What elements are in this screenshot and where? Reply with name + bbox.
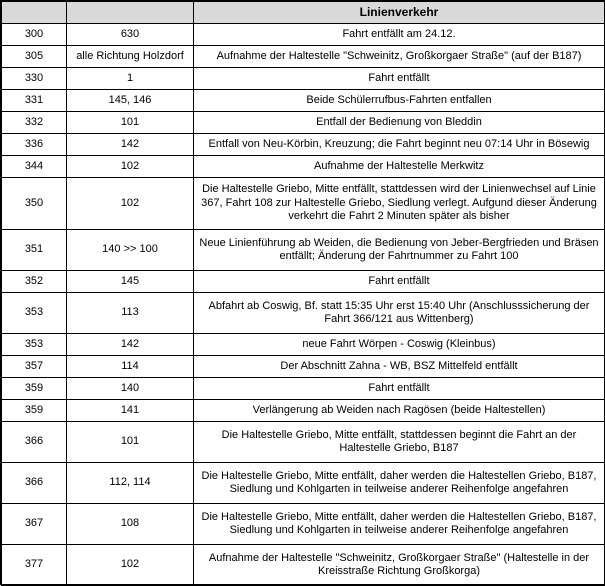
row-description-cell: neue Fahrt Wörpen - Coswig (Kleinbus) [194,334,605,356]
row-description-cell: Fahrt entfällt [194,68,605,90]
header-cell-linienverkehr: Linienverkehr [194,2,605,24]
header-cell-number [2,2,67,24]
row-description-cell: Aufnahme der Haltestelle "Schweinitz, Großkorgaer Straße" (auf der B187) [194,46,605,68]
row-description-cell: Aufnahme der Haltestelle Merkwitz [194,156,605,178]
row-number-cell: 359 [2,378,67,400]
row-lines-cell: alle Richtung Holzdorf [67,46,194,68]
row-number-cell: 344 [2,156,67,178]
table-row [2,112,605,134]
row-lines-cell: 140 >> 100 [67,230,194,271]
table-row [2,334,605,356]
row-lines-cell: 108 [67,504,194,545]
row-number-cell: 305 [2,46,67,68]
row-lines-cell: 113 [67,293,194,334]
row-number-cell: 330 [2,68,67,90]
row-number-cell: 357 [2,356,67,378]
table-row [2,356,605,378]
header-cell-lines [67,2,194,24]
row-description-cell: Fahrt entfällt [194,271,605,293]
row-description-cell: Die Haltestelle Griebo, Mitte entfällt, daher werden die Haltestellen Griebo, B187, Siedlung und Kohlgarten in teilweise anderer Reihenfolge angefahren [194,463,605,504]
row-number-cell: 352 [2,271,67,293]
row-description-cell: Fahrt entfällt [194,378,605,400]
row-description-cell: Fahrt entfällt am 24.12. [194,24,605,46]
row-lines-cell: 141 [67,400,194,422]
row-number-cell: 367 [2,504,67,545]
row-description-cell: Entfall von Neu-Körbin, Kreuzung; die Fahrt beginnt neu 07:14 Uhr in Bösewig [194,134,605,156]
table-row [2,134,605,156]
row-lines-cell: 114 [67,356,194,378]
row-number-cell: 377 [2,545,67,586]
row-lines-cell: 102 [67,545,194,586]
row-description-cell: Der Abschnitt Zahna - WB, BSZ Mittelfeld entfällt [194,356,605,378]
row-number-cell: 332 [2,112,67,134]
row-lines-cell: 145, 146 [67,90,194,112]
table-row [2,230,605,271]
table-header-row [2,2,605,24]
linienverkehr-table [1,1,605,586]
row-number-cell: 366 [2,463,67,504]
row-description-cell: Die Haltestelle Griebo, Mitte entfällt, stattdessen beginnt die Fahrt an der Haltestelle Griebo, B187 [194,422,605,463]
table-row [2,68,605,90]
row-lines-cell: 140 [67,378,194,400]
row-number-cell: 351 [2,230,67,271]
table-row [2,422,605,463]
table-row [2,271,605,293]
row-description-cell: Abfahrt ab Coswig, Bf. statt 15:35 Uhr erst 15:40 Uhr (Anschlusssicherung der Fahrt 366/121 aus Wittenberg) [194,293,605,334]
table-row [2,463,605,504]
row-description-cell: Beide Schülerrufbus-Fahrten entfallen [194,90,605,112]
table-row [2,400,605,422]
row-lines-cell: 102 [67,156,194,178]
row-number-cell: 336 [2,134,67,156]
table-row [2,504,605,545]
row-number-cell: 300 [2,24,67,46]
row-number-cell: 350 [2,178,67,230]
row-description-cell: Neue Linienführung ab Weiden, die Bedienung von Jeber-Bergfrieden und Bräsen entfällt; Änderung der Fahrtnummer zu Fahrt 100 [194,230,605,271]
row-description-cell: Verlängerung ab Weiden nach Ragösen (beide Haltestellen) [194,400,605,422]
row-lines-cell: 101 [67,112,194,134]
row-lines-cell: 145 [67,271,194,293]
row-number-cell: 331 [2,90,67,112]
row-lines-cell: 101 [67,422,194,463]
row-lines-cell: 102 [67,178,194,230]
table-row [2,378,605,400]
row-number-cell: 359 [2,400,67,422]
row-lines-cell: 1 [67,68,194,90]
table-row [2,545,605,586]
row-number-cell: 366 [2,422,67,463]
row-number-cell: 353 [2,293,67,334]
row-description-cell: Aufnahme der Haltestelle "Schweinitz, Großkorgaer Straße" (Haltestelle in der Kreisstraße Richtung Großkorga) [194,545,605,586]
row-description-cell: Die Haltestelle Griebo, Mitte entfällt, stattdessen wird der Linienwechsel auf Linie 367, Fahrt 108 zur Haltestelle Griebo, Siedlung verlegt. Aufgund dieser Änderung verkehrt die Fahrt 2 Minuten später als bisher [194,178,605,230]
row-lines-cell: 112, 114 [67,463,194,504]
row-lines-cell: 630 [67,24,194,46]
table-row [2,46,605,68]
table-row [2,24,605,46]
row-lines-cell: 142 [67,134,194,156]
table-row [2,90,605,112]
row-description-cell: Die Haltestelle Griebo, Mitte entfällt, daher werden die Haltestellen Griebo, B187, Siedlung und Kohlgarten in teilweise anderer Reihenfolge angefahren [194,504,605,545]
row-lines-cell: 142 [67,334,194,356]
row-description-cell: Entfall der Bedienung von Bleddin [194,112,605,134]
table-row [2,293,605,334]
table-row [2,156,605,178]
table-row [2,178,605,230]
row-number-cell: 353 [2,334,67,356]
